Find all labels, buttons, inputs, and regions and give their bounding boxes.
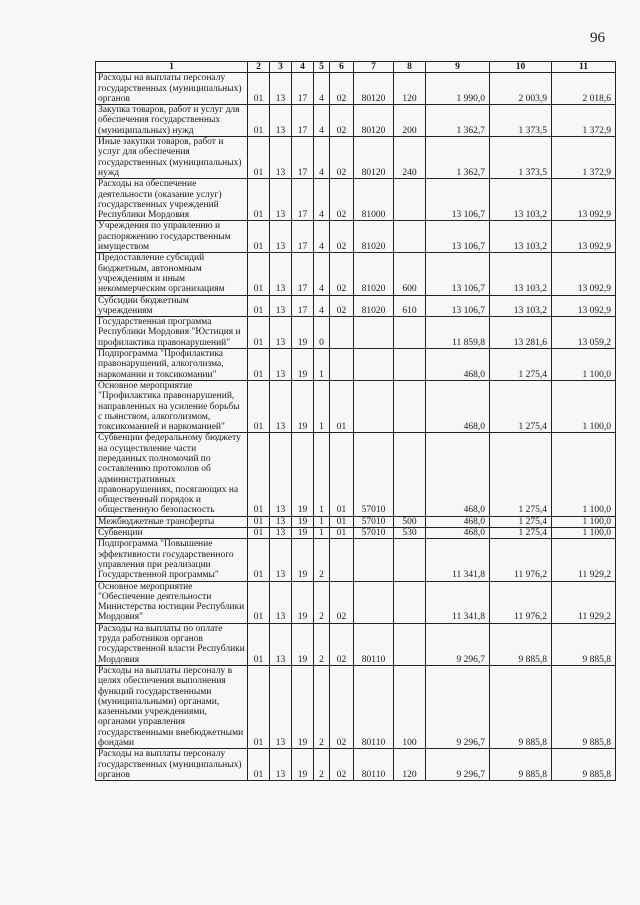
code-program: 19: [292, 516, 314, 527]
table-body: [96, 62, 616, 781]
amount-col11: 1 372,9: [552, 137, 616, 179]
code-direction: [354, 349, 394, 381]
code-expense-type: 200: [394, 105, 426, 137]
code-subprogram: 4: [314, 137, 330, 179]
amount-col11: 11 929,2: [552, 539, 616, 581]
amount-col10: 1 275,4: [490, 380, 552, 432]
code-expense-type: [394, 539, 426, 581]
code-section: 01: [248, 516, 270, 527]
code-subprogram: 2: [314, 539, 330, 581]
code-direction: 57010: [354, 516, 394, 527]
code-direction: 81020: [354, 253, 394, 295]
page-number: 96: [590, 30, 605, 46]
amount-col10: 9 885,8: [490, 665, 552, 748]
code-subsection: 13: [270, 295, 292, 317]
code-expense-type: [394, 380, 426, 432]
code-direction: [354, 539, 394, 581]
code-program: 19: [292, 749, 314, 781]
amount-col9: 468,0: [426, 528, 490, 539]
amount-col9: 13 106,7: [426, 221, 490, 253]
code-program: 19: [292, 433, 314, 516]
row-name: Подпрограмма "Повышение эффективности государственного управления при реализации Государственной программы": [96, 539, 248, 581]
table-row: [96, 349, 616, 381]
amount-col11: 9 885,8: [552, 749, 616, 781]
code-subsection: 13: [270, 749, 292, 781]
row-name: Межбюджетные трансферты: [96, 516, 248, 527]
code-subsection: 13: [270, 317, 292, 349]
code-section: 01: [248, 317, 270, 349]
code-subsection: 13: [270, 581, 292, 623]
code-subsection: 13: [270, 137, 292, 179]
amount-col11: 1 100,0: [552, 528, 616, 539]
row-name: Расходы на выплаты персоналу государственных (муниципальных) органов: [96, 73, 248, 105]
code-program: 17: [292, 105, 314, 137]
code-expense-type: 500: [394, 516, 426, 527]
table-row: [96, 749, 616, 781]
table-row: [96, 528, 616, 539]
amount-col11: 13 092,9: [552, 295, 616, 317]
row-name: Государственная программа Республики Мордовия "Юстиция и профилактика правонарушений": [96, 317, 248, 349]
code-section: 01: [248, 380, 270, 432]
column-header: 3: [270, 62, 292, 73]
code-subprogram: 2: [314, 623, 330, 665]
code-event: 02: [330, 581, 354, 623]
code-section: 01: [248, 179, 270, 221]
code-subsection: 13: [270, 623, 292, 665]
code-subprogram: 2: [314, 749, 330, 781]
amount-col9: 468,0: [426, 433, 490, 516]
row-name: Расходы на обеспечение деятельности (оказание услуг) государственных учреждений Республики Мордовия: [96, 179, 248, 221]
amount-col10: 9 885,8: [490, 623, 552, 665]
amount-col10: 13 103,2: [490, 295, 552, 317]
code-section: 01: [248, 539, 270, 581]
code-subsection: 13: [270, 380, 292, 432]
row-name: Основное мероприятие "Профилактика правонарушений, направленных на усиление борьбы с пьянством, алкоголизмом, токсикоманией и наркоманией": [96, 380, 248, 432]
row-name: Субвенции федеральному бюджету на осуществление части переданных полномочий по составлению протоколов об административных правонарушениях, посягающих на общественный порядок и общественную безопасность: [96, 433, 248, 516]
code-subprogram: 4: [314, 73, 330, 105]
code-program: 19: [292, 539, 314, 581]
code-event: 02: [330, 179, 354, 221]
amount-col11: 13 092,9: [552, 253, 616, 295]
code-program: 17: [292, 253, 314, 295]
code-direction: 80110: [354, 749, 394, 781]
column-header: 7: [354, 62, 394, 73]
code-section: 01: [248, 105, 270, 137]
table-row: [96, 516, 616, 527]
code-subsection: 13: [270, 73, 292, 105]
amount-col10: 13 103,2: [490, 179, 552, 221]
code-subprogram: 4: [314, 295, 330, 317]
amount-col10: 1 275,4: [490, 349, 552, 381]
code-event: 02: [330, 221, 354, 253]
code-event: [330, 317, 354, 349]
amount-col11: 13 059,2: [552, 317, 616, 349]
code-expense-type: [394, 623, 426, 665]
code-direction: 81020: [354, 295, 394, 317]
row-name: Иные закупки товаров, работ и услуг для обеспечения государственных (муниципальных) нужд: [96, 137, 248, 179]
code-section: 01: [248, 433, 270, 516]
column-header: 5: [314, 62, 330, 73]
code-event: [330, 349, 354, 381]
code-event: 01: [330, 528, 354, 539]
code-program: 19: [292, 623, 314, 665]
amount-col9: 1 990,0: [426, 73, 490, 105]
code-direction: 80120: [354, 137, 394, 179]
code-expense-type: 120: [394, 73, 426, 105]
code-section: 01: [248, 221, 270, 253]
code-section: 01: [248, 749, 270, 781]
code-program: 17: [292, 73, 314, 105]
amount-col10: 9 885,8: [490, 749, 552, 781]
code-direction: 80120: [354, 105, 394, 137]
code-expense-type: [394, 581, 426, 623]
amount-col10: 11 976,2: [490, 581, 552, 623]
table-row: [96, 539, 616, 581]
code-section: 01: [248, 295, 270, 317]
row-name: Основное мероприятие "Обеспечение деятельности Министерства юстиции Республики Мордовия": [96, 581, 248, 623]
code-expense-type: 600: [394, 253, 426, 295]
column-header: 1: [96, 62, 248, 73]
table-row: [96, 221, 616, 253]
code-event: 02: [330, 749, 354, 781]
code-direction: [354, 581, 394, 623]
row-name: Учреждения по управлению и распоряжению государственным имуществом: [96, 221, 248, 253]
amount-col9: 9 296,7: [426, 623, 490, 665]
amount-col11: 1 100,0: [552, 349, 616, 381]
amount-col11: 11 929,2: [552, 581, 616, 623]
code-expense-type: 610: [394, 295, 426, 317]
code-subprogram: 1: [314, 516, 330, 527]
amount-col11: 9 885,8: [552, 623, 616, 665]
code-section: 01: [248, 581, 270, 623]
amount-col11: 13 092,9: [552, 221, 616, 253]
code-section: 01: [248, 665, 270, 748]
amount-col11: 2 018,6: [552, 73, 616, 105]
code-subprogram: 4: [314, 105, 330, 137]
code-expense-type: [394, 433, 426, 516]
code-subsection: 13: [270, 179, 292, 221]
code-section: 01: [248, 137, 270, 179]
code-expense-type: 530: [394, 528, 426, 539]
code-direction: 57010: [354, 433, 394, 516]
amount-col10: 13 281,6: [490, 317, 552, 349]
code-subprogram: 4: [314, 253, 330, 295]
code-event: 02: [330, 623, 354, 665]
code-direction: 80110: [354, 665, 394, 748]
code-event: 02: [330, 105, 354, 137]
table-row: [96, 295, 616, 317]
code-subsection: 13: [270, 349, 292, 381]
code-event: 01: [330, 516, 354, 527]
code-subsection: 13: [270, 516, 292, 527]
table-row: [96, 137, 616, 179]
code-subprogram: 4: [314, 179, 330, 221]
code-subsection: 13: [270, 539, 292, 581]
code-subprogram: 4: [314, 221, 330, 253]
table-row: [96, 623, 616, 665]
code-subsection: 13: [270, 221, 292, 253]
code-program: 19: [292, 349, 314, 381]
code-subprogram: 1: [314, 528, 330, 539]
amount-col9: 13 106,7: [426, 179, 490, 221]
code-event: 02: [330, 665, 354, 748]
amount-col9: 13 106,7: [426, 295, 490, 317]
table-row: [96, 581, 616, 623]
row-name: Расходы на выплаты персоналу государственных (муниципальных) органов: [96, 749, 248, 781]
code-program: 17: [292, 221, 314, 253]
amount-col9: 11 341,8: [426, 581, 490, 623]
code-program: 19: [292, 581, 314, 623]
column-header: 8: [394, 62, 426, 73]
code-expense-type: [394, 179, 426, 221]
code-subsection: 13: [270, 105, 292, 137]
code-event: 02: [330, 295, 354, 317]
code-subsection: 13: [270, 665, 292, 748]
code-program: 19: [292, 380, 314, 432]
column-header: 2: [248, 62, 270, 73]
amount-col11: 1 100,0: [552, 433, 616, 516]
code-subprogram: 1: [314, 349, 330, 381]
amount-col9: 11 859,8: [426, 317, 490, 349]
row-name: Предоставление субсидий бюджетным, автономным учреждениям и иным некоммерческим организациям: [96, 253, 248, 295]
code-program: 17: [292, 295, 314, 317]
code-section: 01: [248, 528, 270, 539]
code-direction: 80110: [354, 623, 394, 665]
code-expense-type: [394, 349, 426, 381]
row-name: Расходы на выплаты по оплате труда работников органов государственной власти Республики Мордовия: [96, 623, 248, 665]
amount-col9: 11 341,8: [426, 539, 490, 581]
code-program: 17: [292, 137, 314, 179]
code-event: 01: [330, 433, 354, 516]
code-section: 01: [248, 623, 270, 665]
code-expense-type: [394, 317, 426, 349]
column-header: 9: [426, 62, 490, 73]
code-subprogram: 1: [314, 433, 330, 516]
amount-col10: 1 275,4: [490, 516, 552, 527]
amount-col9: 9 296,7: [426, 665, 490, 748]
code-expense-type: 120: [394, 749, 426, 781]
code-program: 19: [292, 528, 314, 539]
code-direction: 81000: [354, 179, 394, 221]
amount-col10: 13 103,2: [490, 253, 552, 295]
column-header: 10: [490, 62, 552, 73]
code-direction: [354, 380, 394, 432]
amount-col9: 468,0: [426, 380, 490, 432]
table-row: [96, 73, 616, 105]
code-event: 02: [330, 137, 354, 179]
code-direction: [354, 317, 394, 349]
table-row: [96, 317, 616, 349]
code-subprogram: 1: [314, 380, 330, 432]
code-program: 19: [292, 317, 314, 349]
code-direction: 80120: [354, 73, 394, 105]
code-expense-type: [394, 221, 426, 253]
amount-col9: 468,0: [426, 516, 490, 527]
amount-col11: 1 100,0: [552, 516, 616, 527]
code-section: 01: [248, 349, 270, 381]
column-header: 4: [292, 62, 314, 73]
code-subsection: 13: [270, 433, 292, 516]
code-subprogram: 2: [314, 581, 330, 623]
budget-table: [95, 61, 616, 781]
code-section: 01: [248, 253, 270, 295]
code-section: 01: [248, 73, 270, 105]
amount-col9: 468,0: [426, 349, 490, 381]
table-header-row: [96, 62, 616, 73]
code-subsection: 13: [270, 253, 292, 295]
table-row: [96, 105, 616, 137]
table-row: [96, 433, 616, 516]
table-row: [96, 253, 616, 295]
amount-col9: 9 296,7: [426, 749, 490, 781]
code-event: 01: [330, 380, 354, 432]
code-subsection: 13: [270, 528, 292, 539]
amount-col11: 1 372,9: [552, 105, 616, 137]
code-program: 17: [292, 179, 314, 221]
column-header: 11: [552, 62, 616, 73]
amount-col11: 9 885,8: [552, 665, 616, 748]
code-subprogram: 2: [314, 665, 330, 748]
amount-col9: 1 362,7: [426, 105, 490, 137]
amount-col10: 2 003,9: [490, 73, 552, 105]
amount-col11: 1 100,0: [552, 380, 616, 432]
row-name: Субвенции: [96, 528, 248, 539]
table-row: [96, 380, 616, 432]
code-event: 02: [330, 73, 354, 105]
code-event: 02: [330, 253, 354, 295]
code-expense-type: 240: [394, 137, 426, 179]
code-subprogram: 0: [314, 317, 330, 349]
row-name: Субсидии бюджетным учреждениям: [96, 295, 248, 317]
amount-col10: 13 103,2: [490, 221, 552, 253]
row-name: Подпрограмма "Профилактика правонарушений, алкоголизма, наркомании и токсикомании": [96, 349, 248, 381]
code-direction: 81020: [354, 221, 394, 253]
table-row: [96, 179, 616, 221]
amount-col10: 1 373,5: [490, 137, 552, 179]
amount-col10: 1 275,4: [490, 528, 552, 539]
amount-col9: 13 106,7: [426, 253, 490, 295]
code-expense-type: 100: [394, 665, 426, 748]
amount-col11: 13 092,9: [552, 179, 616, 221]
row-name: Закупка товаров, работ и услуг для обеспечения государственных (муниципальных) нужд: [96, 105, 248, 137]
amount-col10: 1 373,5: [490, 105, 552, 137]
amount-col9: 1 362,7: [426, 137, 490, 179]
code-direction: 57010: [354, 528, 394, 539]
amount-col10: 1 275,4: [490, 433, 552, 516]
table-row: [96, 665, 616, 748]
code-program: 19: [292, 665, 314, 748]
row-name: Расходы на выплаты персоналу в целях обеспечения выполнения функций государственными (муниципальными) органами, казенными учреждениями, органами управления государственными внебюджетными фондами: [96, 665, 248, 748]
amount-col10: 11 976,2: [490, 539, 552, 581]
column-header: 6: [330, 62, 354, 73]
code-event: [330, 539, 354, 581]
